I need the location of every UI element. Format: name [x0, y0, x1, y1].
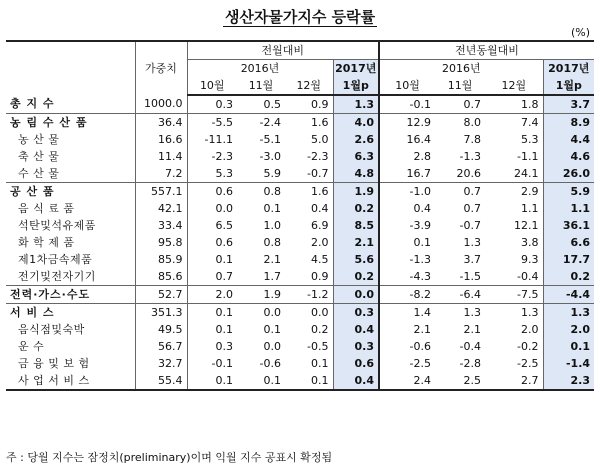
- table-row: [6, 355, 594, 372]
- mom-cell: 0.9: [285, 268, 333, 286]
- mom-cell: -3.0: [259, 149, 281, 163]
- row-label: 전기및전자기기: [6, 268, 135, 286]
- category-row: [6, 183, 594, 201]
- mom-cell: 0.1: [187, 372, 237, 390]
- yoy-2017-cell: 1.1: [543, 200, 594, 217]
- mom-cell: 0.1: [237, 372, 285, 390]
- mom-cell: 6.5: [187, 217, 237, 234]
- mom-cell: 6.9: [311, 218, 329, 232]
- yoy-cell: 16.4: [379, 131, 435, 148]
- yoy-2017-cell: 8.9: [543, 114, 594, 132]
- weight-cell: 49.5: [135, 321, 187, 338]
- weight-cell: 32.7: [135, 355, 187, 372]
- yoy-cell: 0.7: [435, 95, 485, 114]
- document-title: 생산자물가지수 등락률: [224, 8, 376, 26]
- mom-cell: 0.2: [311, 322, 329, 336]
- weight-cell: 56.7: [135, 338, 187, 355]
- mom-cell: -0.6: [259, 356, 281, 370]
- weight-cell: 557.1: [135, 183, 187, 201]
- yoy-cell: 9.3: [521, 252, 539, 266]
- yoy-cell: 2.1: [463, 322, 482, 336]
- yoy-cell: -1.5: [435, 268, 485, 286]
- row-label: 농 산 물: [18, 132, 60, 146]
- row-label: 총 지 수: [6, 95, 135, 114]
- mom-2017-cell: 2.6: [333, 131, 379, 148]
- row-label: 화 학 제 품: [18, 235, 75, 249]
- yoy-cell: 1.3: [463, 235, 482, 249]
- weight-cell: 33.4: [135, 217, 187, 234]
- table-row: [6, 200, 594, 217]
- mom-2017-cell: 1.9: [333, 183, 379, 201]
- mom-cell: 1.6: [311, 115, 329, 129]
- header-group-mom: 전월대비: [187, 41, 379, 60]
- mom-cell: -2.3: [307, 149, 329, 163]
- yoy-cell: -1.0: [379, 183, 435, 201]
- yoy-2017-cell: 17.7: [543, 251, 594, 268]
- yoy-cell: -1.1: [517, 149, 539, 163]
- weight-cell: 85.6: [135, 268, 187, 286]
- yoy-2017-cell: 6.6: [543, 234, 594, 251]
- mom-2017-cell: 0.0: [333, 286, 379, 304]
- mom-cell: 1.6: [311, 184, 329, 198]
- mom-cell: 0.0: [311, 305, 329, 319]
- yoy-cell: 0.7: [463, 184, 482, 198]
- yoy-cell: 0.7: [463, 201, 482, 215]
- category-row: [6, 114, 594, 132]
- yoy-cell: -0.4: [485, 268, 543, 286]
- mom-cell: -0.5: [307, 339, 329, 353]
- header-month-mom-1: 10월: [187, 77, 237, 95]
- table-row: [6, 234, 594, 251]
- yoy-cell: -0.1: [379, 95, 435, 114]
- mom-cell: 0.1: [187, 304, 237, 322]
- yoy-cell: 2.5: [435, 372, 485, 390]
- row-label: 서 비 스: [10, 305, 55, 319]
- mom-cell: -2.4: [259, 115, 281, 129]
- yoy-cell: 20.6: [435, 165, 485, 183]
- row-label: 금 융 및 보 험: [18, 356, 90, 370]
- row-label: 축 산 물: [18, 149, 60, 163]
- yoy-cell: -0.2: [517, 339, 539, 353]
- yoy-2017-cell: 0.1: [543, 338, 594, 355]
- yoy-cell: -4.3: [379, 268, 435, 286]
- category-row: [6, 304, 594, 322]
- table-row: [6, 372, 594, 390]
- yoy-cell: -7.5: [485, 286, 543, 304]
- yoy-2017-cell: 3.7: [543, 95, 594, 114]
- yoy-cell: 24.1: [485, 165, 543, 183]
- mom-cell: 0.0: [263, 339, 281, 353]
- weight-cell: 95.8: [135, 234, 187, 251]
- row-label: 농 림 수 산 품: [10, 115, 88, 129]
- yoy-2017-cell: 2.3: [543, 372, 594, 390]
- mom-cell: 0.1: [263, 201, 281, 215]
- row-label: 공 산 품: [10, 184, 55, 198]
- mom-2017-cell: 0.2: [333, 200, 379, 217]
- mom-cell: 0.3: [187, 95, 237, 114]
- yoy-cell: 5.3: [521, 132, 539, 146]
- row-label: 전력·가스·수도: [6, 286, 135, 304]
- yoy-cell: 2.8: [379, 148, 435, 165]
- mom-cell: 0.4: [311, 201, 329, 215]
- yoy-cell: 7.8: [463, 132, 482, 146]
- yoy-cell: 2.0: [521, 322, 539, 336]
- mom-2017-cell: 5.6: [333, 251, 379, 268]
- mom-cell: 0.3: [187, 338, 237, 355]
- row-label: 석탄및석유제품: [18, 218, 96, 232]
- yoy-cell: -6.4: [435, 286, 485, 304]
- weight-cell: 351.3: [135, 304, 187, 322]
- header-2017-mom: 2017년: [333, 60, 379, 78]
- mom-cell: 1.7: [237, 268, 285, 286]
- header-2017-mom-sub: 1월p: [333, 77, 379, 95]
- mom-2017-cell: 0.3: [333, 304, 379, 322]
- mom-2017-cell: 0.4: [333, 372, 379, 390]
- table-row: [6, 251, 594, 268]
- row-label: 제1차금속제품: [18, 252, 93, 266]
- mom-cell: 0.0: [263, 305, 281, 319]
- weight-cell: 36.4: [135, 114, 187, 132]
- table-row: [6, 321, 594, 338]
- yoy-cell: -0.4: [459, 339, 482, 353]
- mom-cell: 0.6: [187, 234, 237, 251]
- yoy-2017-cell: 4.4: [543, 131, 594, 148]
- yoy-cell: 16.7: [379, 165, 435, 183]
- ppi-table: [6, 40, 594, 391]
- header-2017-yoy: 2017년: [543, 60, 594, 78]
- table-row: [6, 165, 594, 183]
- table-row: [6, 338, 594, 355]
- yoy-2017-cell: -4.4: [543, 286, 594, 304]
- yoy-2017-cell: 2.0: [543, 321, 594, 338]
- mom-cell: 0.8: [263, 235, 281, 249]
- yoy-cell: 1.1: [521, 201, 539, 215]
- row-label: 운 수: [18, 339, 45, 353]
- mom-2017-cell: 2.1: [333, 234, 379, 251]
- weight-cell: 16.6: [135, 131, 187, 148]
- category-row: [6, 95, 594, 114]
- yoy-cell: 0.4: [379, 200, 435, 217]
- yoy-cell: 0.1: [379, 234, 435, 251]
- header-month-mom-2: 11월: [237, 77, 285, 95]
- yoy-cell: 3.8: [521, 235, 539, 249]
- weight-cell: 52.7: [135, 286, 187, 304]
- yoy-cell: -1.3: [459, 149, 482, 163]
- row-label: 음식점및숙박: [18, 322, 85, 336]
- yoy-cell: -1.3: [379, 251, 435, 268]
- yoy-2017-cell: 1.3: [543, 304, 594, 322]
- header-year-mom: 2016년: [187, 60, 333, 78]
- mom-cell: -11.1: [187, 131, 237, 148]
- mom-cell: -5.5: [187, 114, 237, 132]
- yoy-cell: -0.7: [459, 218, 482, 232]
- mom-cell: 4.5: [311, 252, 329, 266]
- row-label: 수 산 물: [6, 165, 135, 183]
- yoy-2017-cell: 26.0: [543, 165, 594, 183]
- mom-cell: 2.0: [187, 286, 237, 304]
- mom-cell: -0.7: [285, 165, 333, 183]
- yoy-cell: -2.5: [379, 355, 435, 372]
- row-label: 사 업 서 비 스: [6, 372, 135, 390]
- mom-2017-cell: 0.6: [333, 355, 379, 372]
- weight-cell: 1000.0: [135, 95, 187, 114]
- yoy-cell: 2.1: [379, 321, 435, 338]
- category-row: [6, 286, 594, 304]
- mom-2017-cell: 4.0: [333, 114, 379, 132]
- header-2017-yoy-sub: 1월p: [543, 77, 594, 95]
- weight-cell: 55.4: [135, 372, 187, 390]
- mom-cell: 5.3: [187, 165, 237, 183]
- header-month-yoy-2: 11월: [435, 77, 485, 95]
- mom-2017-cell: 8.5: [333, 217, 379, 234]
- unit-label: (%): [570, 26, 590, 39]
- mom-cell: -5.1: [259, 132, 281, 146]
- yoy-cell: 7.4: [521, 115, 539, 129]
- yoy-cell: -0.6: [379, 338, 435, 355]
- table-row: [6, 217, 594, 234]
- table-row: [6, 148, 594, 165]
- mom-cell: 0.1: [285, 372, 333, 390]
- mom-2017-cell: 0.4: [333, 321, 379, 338]
- mom-cell: 0.6: [187, 183, 237, 201]
- mom-2017-cell: 0.2: [333, 268, 379, 286]
- mom-cell: 2.1: [263, 252, 281, 266]
- header-year-yoy: 2016년: [379, 60, 543, 78]
- mom-2017-cell: 4.8: [333, 165, 379, 183]
- yoy-cell: 12.1: [514, 218, 539, 232]
- mom-cell: 1.9: [237, 286, 285, 304]
- mom-cell: 2.0: [311, 235, 329, 249]
- weight-cell: 11.4: [135, 148, 187, 165]
- yoy-cell: -2.8: [459, 356, 482, 370]
- mom-cell: 0.8: [263, 184, 281, 198]
- yoy-cell: 12.9: [379, 114, 435, 132]
- table-row: [6, 268, 594, 286]
- mom-cell: 0.1: [187, 321, 237, 338]
- footnote: 주 : 당월 지수는 잠정치(preliminary)이며 익월 지수 공표시 확정됨: [6, 451, 333, 464]
- mom-cell: 0.1: [311, 356, 329, 370]
- header-group-yoy: 전년동월대비: [379, 41, 594, 60]
- yoy-cell: 2.4: [379, 372, 435, 390]
- mom-cell: 0.5: [237, 95, 285, 114]
- mom-cell: -2.3: [187, 148, 237, 165]
- header-month-mom-3: 12월: [285, 77, 333, 95]
- yoy-2017-cell: -1.4: [543, 355, 594, 372]
- mom-cell: 0.1: [187, 251, 237, 268]
- weight-cell: 7.2: [135, 165, 187, 183]
- yoy-cell: 2.9: [521, 184, 539, 198]
- yoy-cell: 1.4: [379, 304, 435, 322]
- mom-2017-cell: 1.3: [333, 95, 379, 114]
- mom-2017-cell: 6.3: [333, 148, 379, 165]
- yoy-cell: 1.3: [521, 305, 539, 319]
- yoy-cell: 1.3: [463, 305, 482, 319]
- mom-cell: -1.2: [285, 286, 333, 304]
- header-month-yoy-1: 10월: [379, 77, 435, 95]
- weight-cell: 85.9: [135, 251, 187, 268]
- mom-cell: 0.1: [263, 322, 281, 336]
- mom-cell: 0.0: [187, 200, 237, 217]
- yoy-cell: -3.9: [379, 217, 435, 234]
- mom-cell: 5.9: [237, 165, 285, 183]
- yoy-cell: 8.0: [463, 115, 482, 129]
- weight-cell: 42.1: [135, 200, 187, 217]
- yoy-2017-cell: 5.9: [543, 183, 594, 201]
- yoy-2017-cell: 0.2: [543, 268, 594, 286]
- table-row: [6, 131, 594, 148]
- header-month-yoy-3: 12월: [485, 77, 543, 95]
- yoy-cell: 1.8: [485, 95, 543, 114]
- mom-2017-cell: 0.3: [333, 338, 379, 355]
- mom-cell: 5.0: [311, 132, 329, 146]
- yoy-cell: -2.5: [517, 356, 539, 370]
- yoy-2017-cell: 4.6: [543, 148, 594, 165]
- yoy-2017-cell: 36.1: [543, 217, 594, 234]
- yoy-cell: 2.7: [485, 372, 543, 390]
- yoy-cell: -8.2: [379, 286, 435, 304]
- mom-cell: 1.0: [263, 218, 281, 232]
- header-blank: [6, 41, 135, 95]
- mom-cell: -0.1: [187, 355, 237, 372]
- mom-cell: 0.7: [187, 268, 237, 286]
- yoy-cell: 3.7: [463, 252, 482, 266]
- row-label: 음 식 료 품: [18, 201, 75, 215]
- mom-cell: 0.9: [285, 95, 333, 114]
- header-weight: 가중치: [135, 41, 187, 95]
